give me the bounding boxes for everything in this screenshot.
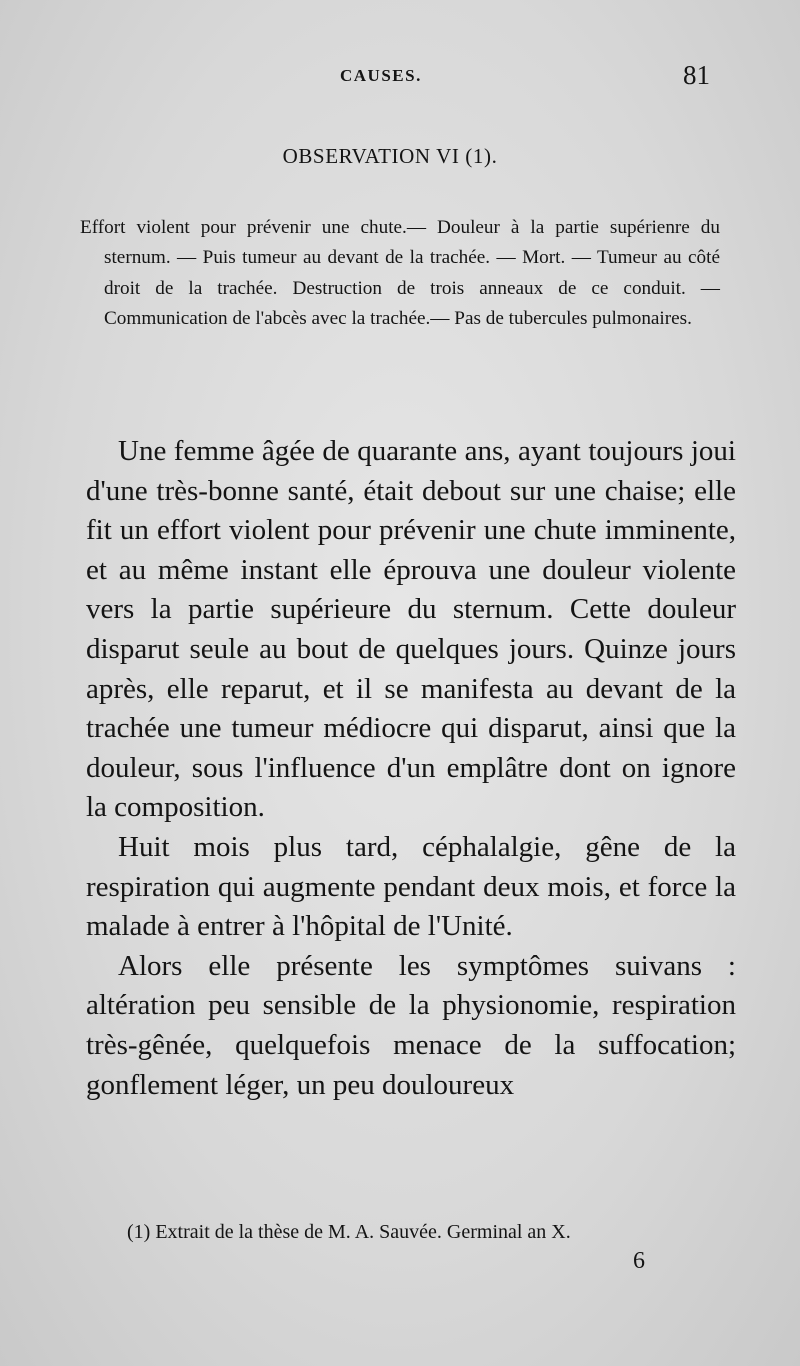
summary-paragraph: Effort violent pour prévenir une chute.— Douleur à la partie supérienre du sternum. — Puis tumeur au devant de la trachée. — Mort. — Tumeur au côté droit de la trachée. Destruction de trois anneaux de ce conduit. — Communication de l'abcès avec la trachée.— Pas de tubercules pulmonaires. [80,217,720,330]
page-number: 81 [683,60,710,90]
body-paragraph-1: Une femme âgée de quarante ans, ayant toujours joui d'une très-bonne santé, était debout sur une chaise; elle fit un effort violent pour prévenir une chute imminente, et au même instant elle éprouva une douleur violente vers la partie supérieure du sternum. Cette douleur disparut seule au bout de quelques jours. Quinze jours après, elle reparut, et il se manifesta au devant de la trachée une tumeur médiocre qui disparut, ainsi que la douleur, sous l'influence d'un emplâtre dont on ignore la composition. [86,435,736,824]
observation-summary [80,213,720,335]
body-paragraph-2: Huit mois plus tard, céphalalgie, gêne de la respiration qui augmente pendant deux mois, et force la malade à entrer à l'hôpital de l'Unité. [86,830,736,943]
signature-mark: 6 [633,1248,645,1274]
running-title: CAUSES. [340,66,422,85]
main-text [86,432,736,1105]
footnote: (1) Extrait de la thèse de M. A. Sauvée. Germinal an X. [127,1221,571,1243]
observation-title: OBSERVATION VI (1). [282,144,498,168]
running-head [0,62,800,92]
body-paragraph-3: Alors elle présente les symptômes suivans : altération peu sensible de la physionomie, respiration très-gênée, quelquefois menace de la suffocation; gonflement léger, un peu douloureux [86,949,736,1101]
